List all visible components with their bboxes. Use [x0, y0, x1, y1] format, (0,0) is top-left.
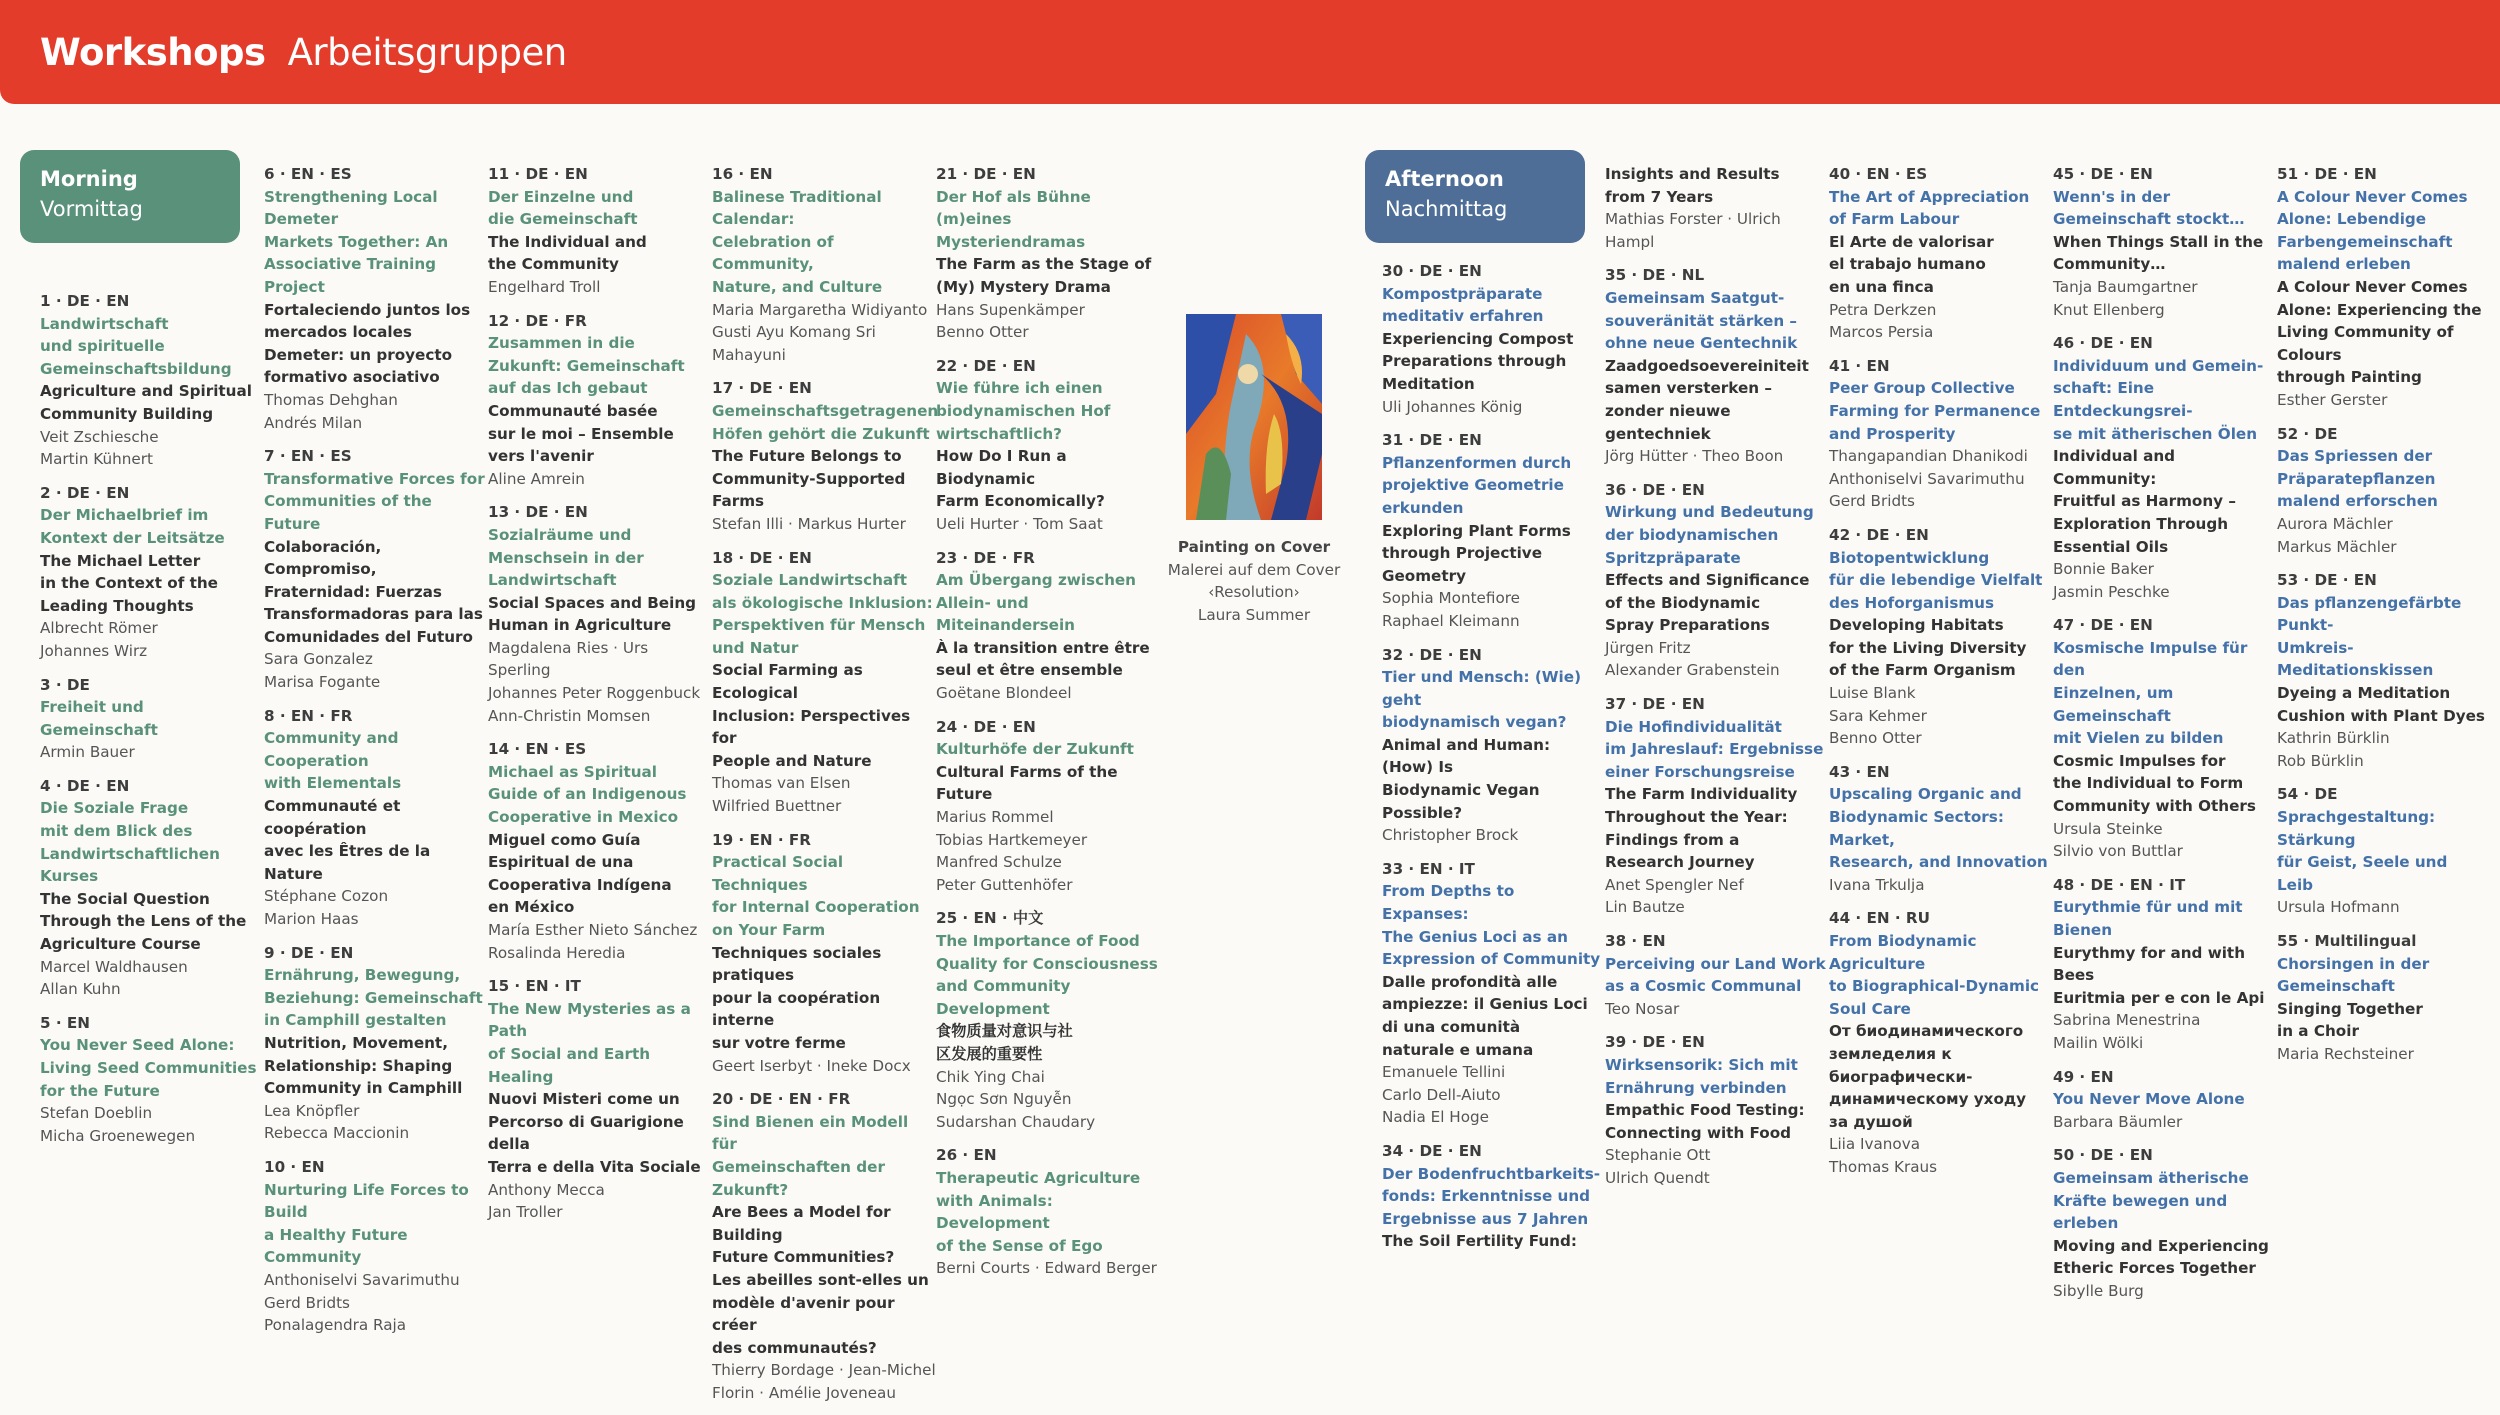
workshop-subtitle: À la transition entre être seul et être ensemble [936, 638, 1150, 680]
workshop-title: Das Spriessen der Präparatepflanzen malend erforschen [2277, 447, 2438, 511]
workshop-entry [712, 1088, 936, 1404]
workshop-leaders: Geert Iserbyt · Ineke Docx [712, 1056, 911, 1075]
workshop-leaders: Tanja Baumgartner Knut Ellenberg [2053, 277, 2198, 319]
workshop-number-languages: 41 · EN [1829, 356, 1890, 375]
workshop-entry [40, 290, 264, 471]
workshop-entry [936, 547, 1160, 705]
workshop-entry [2053, 163, 2277, 321]
workshop-leaders: Thomas van Elsen Wilfried Buettner [712, 774, 851, 816]
workshop-leaders: Kathrin Bürklin Rob Bürklin [2277, 729, 2390, 770]
workshop-subtitle: Cultural Farms of the Future [936, 762, 1118, 804]
workshop-leaders: Jörg Hütter · Theo Boon [1605, 447, 1784, 466]
workshop-subtitle: The Michael Letter in the Context of the Leading Thoughts [40, 551, 218, 615]
workshop-leaders: Anthony Mecca Jan Troller [488, 1180, 605, 1222]
workshop-number-languages: 14 · EN · ES [488, 740, 587, 759]
workshop-title: Kulturhöfe der Zukunft [936, 740, 1134, 759]
workshop-entry [488, 163, 712, 299]
workshop-title: From Biodynamic Agriculture to Biographical-Dynamic Soul Care [1829, 932, 2040, 1018]
workshop-title: Chorsingen in der Gemeinschaft [2277, 954, 2430, 996]
workshop-entry [2277, 163, 2487, 412]
workshop-title: Eurythmie für und mit Bienen [2053, 898, 2243, 939]
workshop-leaders: Esther Gerster [2277, 390, 2388, 409]
workshop-entry [1829, 163, 2053, 344]
workshop-leaders: Stéphane Cozon Marion Haas [264, 887, 389, 928]
workshop-title: Practical Social Techniques for Internal Cooperation on Your Farm [712, 853, 920, 939]
workshop-number-languages: 31 · DE · EN [1382, 431, 1482, 450]
workshop-subtitle: Individual and Community: Fruitful as Harmony – Exploration Through Essential Oils [2053, 447, 2236, 556]
workshop-entry [1829, 761, 2053, 897]
workshop-subtitle: Miguel como Guía Espiritual de una Cooperativa Indígena en México [488, 830, 672, 917]
workshop-subtitle: How Do I Run a Biodynamic Farm Economically? [936, 447, 1105, 511]
workshop-subtitle: The Farm Individuality Throughout the Year: Findings from a Research Journey [1605, 785, 1798, 872]
workshop-entry [488, 738, 712, 964]
workshop-number-languages: 36 · DE · EN [1605, 480, 1705, 499]
workshop-number-languages: 49 · EN [2053, 1067, 2114, 1086]
workshop-leaders: Anet Spengler Nef Lin Bautze [1605, 875, 1744, 917]
workshop-number-languages: 15 · EN · IT [488, 977, 581, 996]
workshop-entry [2053, 614, 2277, 863]
workshop-leaders: Goëtane Blondeel [936, 684, 1072, 703]
workshop-leaders: Chik Ying Chai Ngọc Sơn Nguyễn Sudarshan Chaudary [936, 1067, 1096, 1131]
workshop-title: Sprachgestaltung: Stärkung für Geist, Seele und Leib [2277, 808, 2448, 894]
workshop-subtitle: A Colour Never Comes Alone: Experiencing the Living Community of Colours through Painting [2277, 277, 2482, 387]
workshop-number-languages: 53 · DE · EN [2277, 571, 2377, 590]
workshop-title: Tier und Mensch: (Wie) geht biodynamisch vegan? [1382, 668, 1582, 732]
workshop-entry [936, 1144, 1160, 1280]
workshop-leaders: Maria Rechsteiner [2277, 1044, 2414, 1063]
workshop-entry [1829, 524, 2053, 750]
morning-label: Morning [40, 167, 138, 191]
workshop-subtitle: Empathic Food Testing: Connecting with Food [1605, 1101, 1805, 1142]
workshop-number-languages: 32 · DE · EN [1382, 645, 1482, 664]
workshop-entry [2277, 423, 2487, 559]
workshop-number-languages: 54 · DE [2277, 785, 2338, 804]
workshop-entry [712, 547, 936, 818]
workshop-entry [1829, 907, 2053, 1178]
workshop-number-languages: 1 · DE · EN [40, 292, 130, 310]
workshop-title: Freiheit und Gemeinschaft [40, 698, 158, 739]
workshop-subtitle: Cosmic Impulses for the Individual to Form Community with Others [2053, 751, 2256, 816]
workshop-title: Therapeutic Agriculture with Animals: Development of the Sense of Ego [936, 1168, 1141, 1255]
workshop-title: Transformative Forces for Communities of the Future [264, 469, 485, 533]
workshop-leaders: Petra Derkzen Marcos Persia [1829, 300, 1937, 342]
workshop-leaders: Thierry Bordage · Jean-Michel Florin · Amélie Joveneau [712, 1361, 936, 1402]
workshop-subtitle: От биодинамического земледелия к биографически- динамическому уходу за душой [1829, 1022, 2027, 1131]
painting-caption [1160, 536, 1348, 626]
workshop-leaders: Stefan Illi · Markus Hurter [712, 514, 906, 533]
workshop-number-languages: 22 · DE · EN [936, 356, 1036, 375]
workshop-entry [2053, 332, 2277, 603]
workshop-entry [1382, 429, 1606, 632]
workshop-entry [40, 482, 264, 663]
workshop-entry [712, 163, 936, 366]
workshop-title: Soziale Landwirtschaft als ökologische Inklusion: Perspektiven für Mensch und Natur [712, 571, 933, 657]
workshop-column-5 [936, 163, 1160, 1291]
workshop-subtitle: The Social Question Through the Lens of the Agriculture Course [40, 889, 247, 954]
workshop-number-languages: 42 · DE · EN [1829, 525, 1929, 544]
workshop-subtitle: The Farm as the Stage of (My) Mystery Drama [936, 255, 1152, 296]
workshop-title: The New Mysteries as a Path of Social and Earth Healing [488, 999, 691, 1086]
workshop-column-1 [40, 290, 264, 1158]
workshop-number-languages: 39 · DE · EN [1605, 1033, 1705, 1052]
workshop-title: Kompostpräparate meditativ erfahren [1382, 284, 1544, 326]
workshop-subtitle: Insights and Results from 7 Years [1605, 165, 1780, 206]
workshop-subtitle: The Individual and the Community [488, 232, 647, 274]
workshop-number-languages: 51 · DE · EN [2277, 165, 2377, 183]
workshop-entry [1605, 930, 1829, 1020]
workshop-number-languages: 23 · DE · FR [936, 548, 1035, 567]
workshop-entry [1605, 479, 1829, 682]
workshop-number-languages: 16 · EN [712, 165, 773, 183]
workshop-number-languages: 34 · DE · EN [1382, 1141, 1482, 1160]
workshop-number-languages: 26 · EN [936, 1146, 997, 1165]
workshop-number-languages: 19 · EN · FR [712, 830, 811, 849]
workshop-number-languages: 25 · EN · 中文 [936, 909, 1044, 928]
afternoon-label-box [1365, 150, 1585, 243]
workshop-leaders: Jürgen Fritz Alexander Grabenstein [1605, 638, 1780, 680]
workshop-number-languages: 45 · DE · EN [2053, 165, 2153, 183]
workshop-entry [936, 163, 1160, 344]
workshop-subtitle: El Arte de valorisar el trabajo humano en una finca [1829, 232, 1994, 296]
workshop-entry [1605, 693, 1829, 919]
workshop-subtitle: Dalle profondità alle ampiezze: il Genius Loci di una comunità naturale e umana [1382, 972, 1588, 1059]
workshop-subtitle: Colaboración, Compromiso, Fraternidad: Fuerzas Transformadoras para las Comunidades del Futuro [264, 537, 483, 646]
workshop-number-languages: 7 · EN · ES [264, 447, 352, 466]
workshop-title: Der Michaelbrief im Kontext der Leitsätze [40, 506, 225, 547]
workshop-number-languages: 2 · DE · EN [40, 483, 130, 502]
workshop-column-9 [2053, 163, 2277, 1314]
workshop-title: Die Soziale Frage mit dem Blick des Landwirtschaftlichen Kurses [40, 799, 220, 886]
workshop-entry [40, 775, 264, 1001]
workshop-subtitle: 食物质量对意识与社 区发展的重要性 [936, 1022, 1073, 1063]
workshop-leaders: Ursula Hofmann [2277, 898, 2400, 917]
workshop-title: Landwirtschaft und spirituelle Gemeinschaftsbildung [40, 314, 232, 378]
workshop-title: Sozialräume und Menschsein in der Landwirtschaft [488, 525, 644, 590]
workshop-number-languages: 48 · DE · EN · IT [2053, 875, 2186, 894]
workshop-number-languages: 50 · DE · EN [2053, 1146, 2153, 1165]
workshop-number-languages: 33 · EN · IT [1382, 859, 1475, 878]
workshop-leaders: Ursula Steinke Silvio von Buttlar [2053, 819, 2183, 861]
workshop-leaders: Albrecht Römer Johannes Wirz [40, 619, 158, 660]
workshop-subtitle: Singing Together in a Choir [2277, 999, 2423, 1041]
workshop-entry [1829, 355, 2053, 513]
workshop-title: The Art of Appreciation of Farm Labour [1829, 187, 2030, 229]
workshop-number-languages: 24 · DE · EN [936, 717, 1036, 736]
painting-caption-en: Painting on Cover [1177, 538, 1331, 556]
workshop-title: Gemeinsam Saatgut- souveränität stärken – ohne neue Gentechnik [1605, 288, 1798, 353]
workshop-subtitle: Moving and Experiencing Etheric Forces Together [2053, 1236, 2269, 1278]
workshop-subtitle: Eurythmy for and with Bees Euritmia per e con le Api [2053, 943, 2265, 1007]
workshop-leaders: Hans Supenkämper Benno Otter [936, 300, 1085, 342]
workshop-leaders: Marius Rommel Tobias Hartkemeyer Manfred Schulze Peter Guttenhöfer [936, 808, 1088, 894]
workshop-number-languages: 37 · DE · EN [1605, 695, 1705, 714]
workshop-title: The Importance of Food Quality for Consciousness and Community Development [936, 932, 1158, 1018]
workshop-number-languages: 5 · EN [40, 1013, 90, 1032]
workshop-entry [264, 705, 488, 931]
workshop-title: Ernährung, Bewegung, Beziehung: Gemeinschaft in Camphill gestalten [264, 966, 483, 1030]
workshop-leaders: Ueli Hurter · Tom Saat [936, 514, 1103, 533]
workshop-leaders: Thangapandian Dhanikodi Anthoniselvi Savarimuthu Gerd Bridts [1829, 447, 2028, 511]
workshop-title: Der Hof als Bühne (m)eines Mysteriendramas [936, 187, 1091, 251]
workshop-entry [488, 310, 712, 491]
workshop-number-languages: 10 · EN [264, 1157, 325, 1176]
workshop-subtitle: Communauté et coopération avec les Êtres de la Nature [264, 797, 431, 883]
workshop-number-languages: 30 · DE · EN [1382, 262, 1482, 280]
workshop-number-languages: 35 · DE · NL [1605, 266, 1705, 285]
workshop-title: Gemeinschaftsgetragenen Höfen gehört die Zukunft [712, 401, 939, 443]
workshop-entry [1605, 163, 1829, 253]
workshop-leaders: Uli Johannes König [1382, 397, 1523, 416]
workshop-leaders: Christopher Brock [1382, 826, 1519, 845]
workshop-title: Die Hofindividualität im Jahreslauf: Ergebnisse einer Forschungsreise [1605, 717, 1824, 781]
workshop-entry [264, 1156, 488, 1337]
workshop-leaders: Luise Blank Sara Kehmer Benno Otter [1829, 684, 1927, 748]
workshop-leaders: Veit Zschiesche Martin Kühnert [40, 427, 159, 469]
workshop-number-languages: 40 · EN · ES [1829, 165, 1928, 183]
workshop-title: Michael as Spiritual Guide of an Indigenous Cooperative in Mexico [488, 762, 687, 827]
workshop-entry [2053, 1144, 2277, 1302]
workshop-leaders: Barbara Bäumler [2053, 1112, 2183, 1131]
workshop-subtitle: The Future Belongs to Community-Supported Farms [712, 447, 906, 511]
workshop-entry [2277, 930, 2487, 1066]
workshop-entry [1382, 644, 1606, 847]
workshop-entry [1382, 1140, 1606, 1253]
workshop-leaders: Berni Courts · Edward Berger [936, 1259, 1157, 1278]
workshop-leaders: Ivana Trkulja [1829, 875, 1925, 894]
workshop-leaders: Aline Amrein [488, 469, 585, 488]
workshop-column-2 [264, 163, 488, 1348]
workshop-title: From Depths to Expanses: The Genius Loci as an Expression of Community [1382, 882, 1601, 969]
workshop-number-languages: 17 · DE · EN [712, 379, 812, 398]
workshop-subtitle: Social Spaces and Being Human in Agriculture [488, 593, 696, 635]
workshop-column-7 [1605, 163, 1829, 1201]
workshop-entry [1382, 858, 1606, 1129]
workshop-subtitle: Nuovi Misteri come un Percorso di Guarigione della Terra e della Vita Sociale [488, 1090, 701, 1176]
workshop-entry [936, 907, 1160, 1133]
workshop-number-languages: 4 · DE · EN [40, 776, 130, 795]
workshop-title: Wie führe ich einen biodynamischen Hof wirtschaftlich? [936, 379, 1111, 443]
workshop-number-languages: 11 · DE · EN [488, 165, 588, 183]
workshop-number-languages: 52 · DE [2277, 424, 2338, 443]
workshop-leaders: Aurora Mächler Markus Mächler [2277, 514, 2397, 556]
workshop-entry [488, 975, 712, 1224]
workshop-number-languages: 21 · DE · EN [936, 165, 1036, 183]
page-subtitle: Arbeitsgruppen [287, 30, 567, 74]
workshop-subtitle: Developing Habitats for the Living Diversity of the Farm Organism [1829, 616, 2027, 680]
workshop-leaders: Sophia Montefiore Raphael Kleimann [1382, 589, 1520, 630]
workshop-entry [40, 674, 264, 764]
workshop-number-languages: 6 · EN · ES [264, 165, 352, 183]
workshop-title: Peer Group Collective Farming for Permanence and Prosperity [1829, 379, 2041, 443]
workshop-title: Das pflanzengefärbte Punkt- Umkreis-Meditationskissen [2277, 593, 2462, 680]
workshop-subtitle: Zaadgoedsoevereiniteit samen versterken – zonder nieuwe gentechniek [1605, 356, 1809, 443]
workshop-leaders: Sibylle Burg [2053, 1281, 2144, 1300]
afternoon-label: Afternoon [1385, 167, 1504, 191]
workshop-subtitle: Effects and Significance of the Biodynamic Spray Preparations [1605, 571, 1810, 635]
workshop-title: Kosmische Impulse für den Einzelnen, um Gemeinschaft mit Vielen zu bilden [2053, 638, 2248, 748]
workshop-number-languages: 20 · DE · EN · FR [712, 1090, 851, 1109]
workshop-leaders: Sabrina Menestrina Mailin Wölki [2053, 1011, 2201, 1052]
painting-title: ‹Resolution› [1208, 583, 1300, 602]
workshop-leaders: Stefan Doeblin Micha Groenewegen [40, 1104, 196, 1145]
workshop-leaders: Liia Ivanova Thomas Kraus [1829, 1135, 1938, 1176]
workshop-number-languages: 55 · Multilingual [2277, 932, 2417, 950]
workshop-leaders: Teo Nosar [1605, 999, 1680, 1018]
workshop-title: Zusammen in die Zukunft: Gemeinschaft auf das Ich gebaut [488, 334, 685, 398]
workshop-entry [1605, 264, 1829, 467]
workshop-entry [1605, 1031, 1829, 1189]
workshop-entry [2053, 1066, 2277, 1134]
workshop-column-6 [1382, 260, 1606, 1264]
workshop-title: Pflanzenformen durch projektive Geometrie erkunden [1382, 453, 1572, 517]
workshop-entry [2277, 783, 2487, 919]
workshop-entry [488, 501, 712, 727]
workshop-column-8 [1829, 163, 2053, 1190]
workshop-leaders: María Esther Nieto Sánchez Rosalinda Heredia [488, 921, 698, 962]
workshop-title: Der Bodenfruchtbarkeits- fonds: Erkenntnisse und Ergebnisse aus 7 Jahren [1382, 1164, 1601, 1228]
cover-painting-image [1186, 314, 1322, 520]
workshop-title: Wirkung und Bedeutung der biodynamischen Spritzpräparate [1605, 503, 1814, 567]
workshop-title: You Never Move Alone [2053, 1090, 2245, 1109]
page-title: Workshops [40, 30, 266, 74]
workshop-number-languages: 9 · DE · EN [264, 943, 354, 962]
workshop-subtitle: Dyeing a Meditation Cushion with Plant Dyes [2277, 684, 2485, 725]
header-banner [0, 0, 2500, 104]
workshop-leaders: Magdalena Ries · Urs Sperling Johannes Peter Roggenbuck Ann-Christin Momsen [488, 638, 701, 725]
workshop-number-languages: 43 · EN [1829, 762, 1890, 781]
workshop-subtitle: Communauté basée sur le moi – Ensemble vers l'avenir [488, 401, 674, 466]
workshop-leaders: Thomas Dehghan Andrés Milan [264, 390, 398, 432]
workshop-leaders: Marcel Waldhausen Allan Kuhn [40, 957, 188, 999]
workshop-leaders: Lea Knöpfler Rebecca Maccionin [264, 1101, 410, 1143]
workshop-leaders: Armin Bauer [40, 743, 135, 762]
workshop-title: Strengthening Local Demeter Markets Together: An Associative Training Project [264, 187, 449, 296]
workshop-title: Community and Cooperation with Elementals [264, 729, 402, 793]
workshop-leaders: Mathias Forster · Ulrich Hampl [1605, 210, 1781, 251]
workshop-subtitle: Are Bees a Model for Building Future Communities? Les abeilles sont-elles un modèle d'avenir pour créer des communautés? [712, 1203, 929, 1357]
workshop-subtitle: Techniques sociales pratiques pour la coopération interne sur votre ferme [712, 943, 882, 1052]
workshop-leaders: Stephanie Ott Ulrich Quendt [1605, 1146, 1711, 1187]
workshop-entry [936, 716, 1160, 897]
workshop-number-languages: 8 · EN · FR [264, 706, 353, 725]
workshop-title: A Colour Never Comes Alone: Lebendige Farbengemeinschaft malend erleben [2277, 187, 2468, 274]
morning-label-box [20, 150, 240, 243]
workshop-entry [40, 1012, 264, 1148]
workshop-title: Balinese Traditional Calendar: Celebration of Community, Nature, and Culture [712, 187, 883, 296]
workshop-title: Perceiving our Land Work as a Cosmic Communal [1605, 954, 1826, 996]
workshop-number-languages: 46 · DE · EN [2053, 334, 2153, 353]
workshop-number-languages: 13 · DE · EN [488, 503, 588, 522]
workshop-title: Wirksensorik: Sich mit Ernährung verbinden [1605, 1055, 1798, 1097]
workshop-entry [712, 829, 936, 1078]
workshop-title: Wenn's in der Gemeinschaft stockt… [2053, 187, 2245, 229]
workshop-number-languages: 44 · EN · RU [1829, 909, 1930, 928]
workshop-entry [2277, 569, 2487, 772]
workshop-column-3 [488, 163, 712, 1235]
workshop-entry [1382, 260, 1606, 418]
workshop-subtitle: Social Farming as Ecological Inclusion: Perspectives for People and Nature [712, 661, 911, 770]
workshop-entry [264, 163, 488, 434]
workshop-leaders: Anthoniselvi Savarimuthu Gerd Bridts Ponalagendra Raja [264, 1270, 460, 1335]
workshop-title: Biotopentwicklung für die lebendige Vielfalt des Hoforganismus [1829, 548, 2043, 612]
workshop-entry [264, 445, 488, 694]
workshop-leaders: Engelhard Troll [488, 277, 601, 296]
workshop-number-languages: 38 · EN [1605, 932, 1666, 950]
workshop-subtitle: Fortaleciendo juntos los mercados locales Demeter: un proyecto formativo asociativo [264, 300, 471, 387]
workshop-title: Individuum und Gemein- schaft: Eine Entdeckungsrei- se mit ätherischen Ölen [2053, 356, 2264, 443]
workshop-title: Gemeinsam ätherische Kräfte bewegen und erleben [2053, 1168, 2249, 1233]
workshop-title: Nurturing Life Forces to Build a Healthy Future Community [264, 1180, 469, 1267]
workshop-subtitle: The Soil Fertility Fund: [1382, 1232, 1577, 1251]
workshop-entry [264, 942, 488, 1145]
workshop-subtitle: Exploring Plant Forms through Projective Geometry [1382, 521, 1571, 585]
workshop-subtitle: Nutrition, Movement, Relationship: Shaping Community in Camphill [264, 1033, 463, 1098]
workshop-title: Sind Bienen ein Modell für Gemeinschaften der Zukunft? [712, 1112, 909, 1199]
painting-artist: Laura Summer [1197, 605, 1311, 624]
workshop-title: Am Übergang zwischen Allein- und Miteinandersein [936, 571, 1136, 635]
painting-caption-de: Malerei auf dem Cover [1167, 560, 1341, 579]
workshop-number-languages: 47 · DE · EN [2053, 616, 2153, 635]
workshop-subtitle: Experiencing Compost Preparations through Meditation [1382, 329, 1574, 393]
workshop-subtitle: When Things Stall in the Community… [2053, 232, 2264, 274]
workshop-subtitle: Animal and Human: (How) Is Biodynamic Vegan Possible? [1382, 735, 1551, 822]
workshop-number-languages: 3 · DE [40, 675, 90, 694]
workshop-title: Der Einzelne und die Gemeinschaft [488, 187, 638, 229]
workshop-number-languages: 12 · DE · FR [488, 311, 587, 330]
workshop-subtitle: Agriculture and Spiritual Community Building [40, 382, 252, 423]
workshop-leaders: Bonnie Baker Jasmin Peschke [2053, 560, 2170, 601]
workshop-entry [2053, 874, 2277, 1055]
workshop-entry [936, 355, 1160, 536]
workshop-entry [712, 377, 939, 535]
afternoon-label-de: Nachmittag [1385, 197, 1508, 221]
workshop-leaders: Sara Gonzalez Marisa Fogante [264, 650, 381, 692]
morning-label-de: Vormittag [40, 197, 143, 221]
workshop-title: Upscaling Organic and Biodynamic Sectors: Market, Research, and Innovation [1829, 785, 2048, 872]
workshop-leaders: Maria Margaretha Widiyanto Gusti Ayu Komang Sri Mahayuni [712, 300, 928, 364]
workshop-number-languages: 18 · DE · EN [712, 548, 812, 567]
workshop-column-4 [712, 163, 939, 1415]
workshop-leaders: Emanuele Tellini Carlo Dell-Aiuto Nadia El Hoge [1382, 1063, 1506, 1127]
workshop-column-10 [2277, 163, 2487, 1077]
workshop-title: You Never Seed Alone: Living Seed Communities for the Future [40, 1036, 257, 1100]
